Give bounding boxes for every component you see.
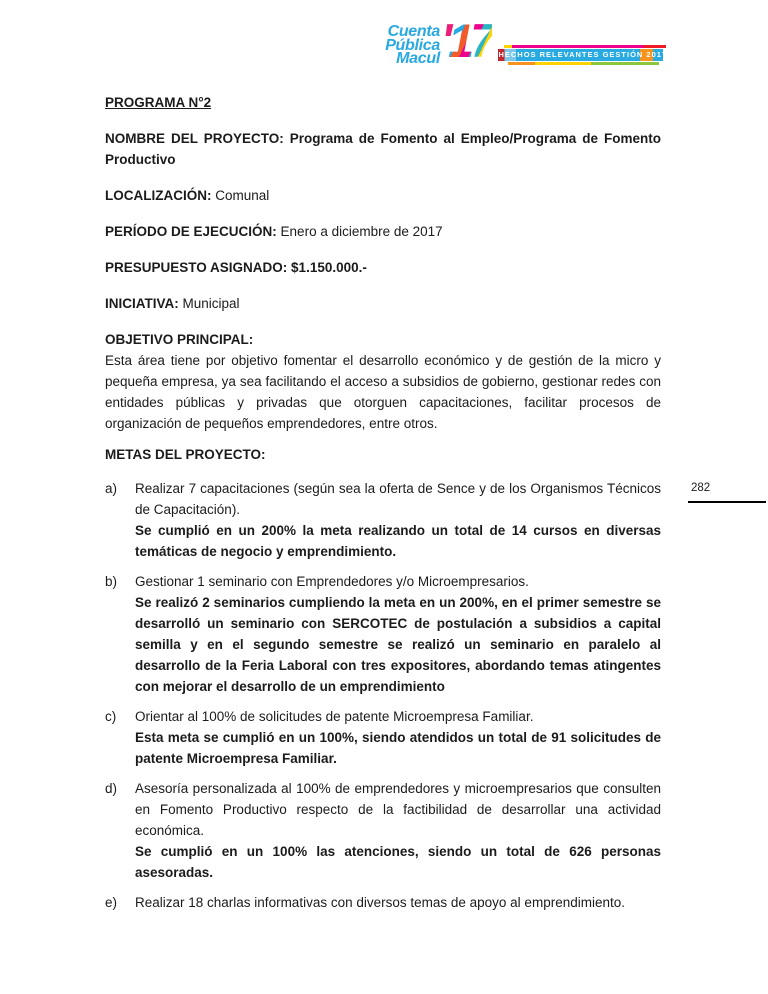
logo-year-17: '17: [441, 14, 493, 67]
goal-item-e: [105, 892, 661, 913]
banner-stripe-bottom: [508, 62, 659, 65]
goal-text: Gestionar 1 seminario con Emprendedores y/o Microempresarios.: [135, 574, 529, 589]
field-value: Comunal: [215, 188, 270, 203]
field-periodo-ejecucion: [105, 221, 661, 242]
logo: [356, 14, 668, 67]
goal-body: [135, 706, 661, 769]
objective-section: [105, 329, 661, 434]
goal-item-b: [105, 571, 661, 697]
logo-word-macul: Macul: [396, 50, 440, 67]
goal-item-d: [105, 778, 661, 883]
logo-word-publica: Pública: [385, 36, 440, 54]
field-iniciativa: [105, 293, 661, 314]
goal-letter: c): [105, 709, 117, 724]
field-value: Enero a diciembre de 2017: [280, 224, 443, 239]
goal-result: Esta meta se cumplió en un 100%, siendo atendidos un total de 91 solicitudes de patente Microempresa Familiar.: [135, 730, 661, 766]
goal-text: Asesoría personalizada al 100% de emprendedores y microempresarios que consulten en Fomento Productivo respecto de la factibilidad de desarrollar una actividad económica.: [135, 781, 661, 838]
goal-letter: a): [105, 481, 118, 496]
field-presupuesto: [105, 257, 661, 278]
goal-item-a: [105, 478, 661, 562]
field-value: Municipal: [182, 296, 240, 311]
document-content: [105, 92, 661, 922]
field-label: NOMBRE DEL PROYECTO:: [105, 131, 284, 146]
goal-letter: b): [105, 574, 118, 589]
banner-text: HECHOS RELEVANTES GESTIÓN 2017: [498, 50, 668, 59]
goal-result: Se realizó 2 seminarios cumpliendo la meta en un 200%, en el primer semestre se desarrolló un seminario con SERCOTEC de postulación a subsidios a capital semilla y en el segundo semestre se realizó un seminario en paralelo al desarrollo de la Feria Laboral con tres expositores, abordando temas atingentes con mejorar el desarrollo de un emprendimiento: [135, 595, 661, 694]
goal-result: Se cumplió en un 100% las atenciones, siendo un total de 626 personas asesoradas.: [135, 844, 661, 880]
banner-ribbon: [498, 45, 666, 66]
goal-letter: e): [105, 895, 118, 910]
goal-item-c: [105, 706, 661, 769]
goal-text: Realizar 7 capacitaciones (según sea la oferta de Sence y de los Organismos Técnicos de Capacitación).: [135, 481, 661, 517]
field-localizacion: [105, 185, 661, 206]
page-number-rule: [688, 501, 766, 503]
field-label: LOCALIZACIÓN:: [105, 188, 212, 203]
goal-result: Se cumplió en un 200% la meta realizando un total de 14 cursos en diversas temáticas de negocio y emprendimiento.: [135, 523, 661, 559]
program-title: PROGRAMA N°2: [105, 95, 212, 110]
goal-letter: d): [105, 781, 118, 796]
banner-bar: [498, 49, 668, 61]
field-label: INICIATIVA:: [105, 296, 179, 311]
page-number: 282: [691, 482, 711, 494]
goal-body: [135, 478, 661, 562]
field-value: $1.150.000.-: [291, 260, 367, 275]
goal-body: [135, 892, 661, 913]
objective-heading: OBJETIVO PRINCIPAL:: [105, 332, 254, 347]
logo-word-cuenta: Cuenta: [387, 23, 440, 40]
field-label: PRESUPUESTO ASIGNADO:: [105, 260, 288, 275]
goal-text: Realizar 18 charlas informativas con diversos temas de apoyo al emprendimiento.: [135, 895, 625, 910]
goal-body: [135, 571, 661, 697]
field-value: Programa de Fomento al Empleo/Programa de Fomento Productivo: [105, 131, 661, 167]
goal-text: Orientar al 100% de solicitudes de patente Microempresa Familiar.: [135, 709, 534, 724]
goals-heading: METAS DEL PROYECTO:: [105, 447, 266, 462]
logo-wordmark: [356, 25, 440, 66]
field-label: PERÍODO DE EJECUCIÓN:: [105, 224, 277, 239]
field-nombre-proyecto: [105, 128, 661, 170]
banner-stripe-top: [504, 45, 666, 48]
goal-body: [135, 778, 661, 883]
objective-body: Esta área tiene por objetivo fomentar el desarrollo económico y de gestión de la micro y pequeña empresa, ya sea facilitando el acceso a subsidios de gobierno, gestionar redes con entidades públicas y privadas que otorguen capacitaciones, facilitar procesos de organización de pequeños emprendedores, entre otros.: [105, 353, 661, 431]
